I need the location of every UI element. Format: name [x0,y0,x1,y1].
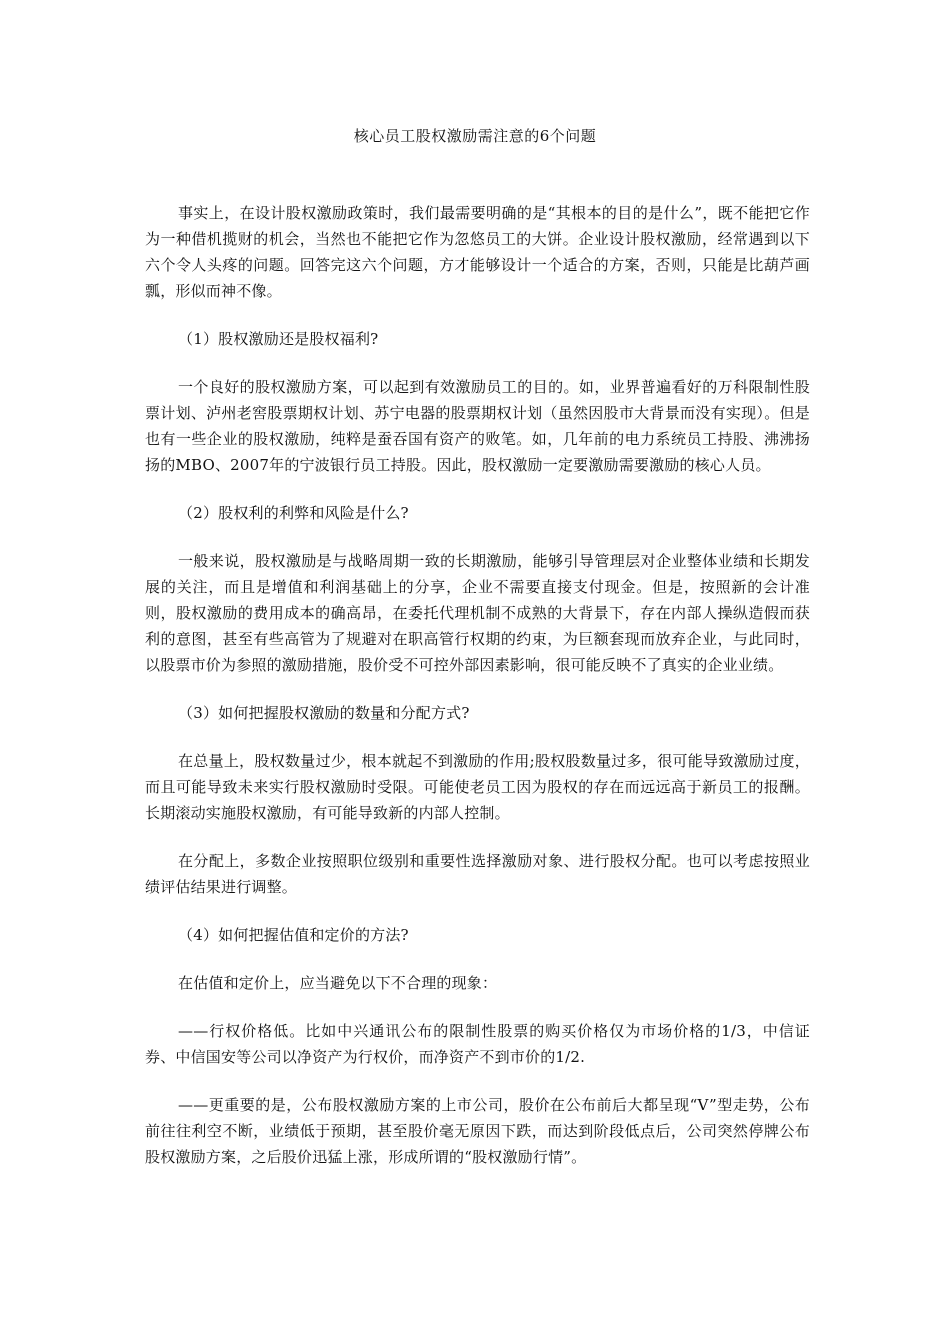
document-body [145,200,810,1192]
intro-paragraph: 事实上，在设计股权激励政策时，我们最需要明确的是“其根本的目的是什么”，既不能把它作为一种借机揽财的机会，当然也不能把它作为忽悠员工的大饼。企业设计股权激励，经常遇到以下六个令人头疼的问题。回答完这六个问题，方才能够设计一个适合的方案，否则，只能是比葫芦画瓢，形似而神不像。 [145,204,810,300]
question-3-paragraph-total: 在总量上，股权数量过少，根本就起不到激励的作用;股权股数量过多，很可能导致激励过度，而且可能导致未来实行股权激励时受限。可能使老员工因为股权的存在而远远高于新员工的报酬。长期滚动实施股权激励，有可能导致新的内部人控制。 [145,752,810,822]
question-2-paragraph: 一般来说，股权激励是与战略周期一致的长期激励，能够引导管理层对企业整体业绩和长期发展的关注，而且是增值和利润基础上的分享，企业不需要直接支付现金。但是，按照新的会计准则，股权激励的费用成本的确高昂，在委托代理机制不成熟的大背景下，存在内部人操纵造假而获利的意图，甚至有些高管为了规避对在职高管行权期的约束，为巨额套现而放弃企业，与此同时，以股票市价为参照的激励措施，股价受不可控外部因素影响，很可能反映不了真实的企业业绩。 [145,552,810,674]
question-4-paragraph-low-price: ——行权价格低。比如中兴通讯公布的限制性股票的购买价格仅为市场价格的1/3，中信证券、中信国安等公司以净资产为行权价，而净资产不到市价的1/2. [145,1022,810,1066]
question-4-paragraph-intro: 在估值和定价上，应当避免以下不合理的现象： [178,974,498,992]
question-2-heading: （2）股权利的利弊和风险是什么? [178,504,409,522]
question-4-heading: （4）如何把握估值和定价的方法? [178,926,409,944]
document-title: 核心员工股权激励需注意的6个问题 [353,127,597,145]
question-3-heading: （3）如何把握股权激励的数量和分配方式? [178,704,470,722]
question-4-paragraph-v-trend: ——更重要的是，公布股权激励方案的上市公司，股价在公布前后大都呈现“V”型走势，公布前往往利空不断，业绩低于预期，甚至股价毫无原因下跌，而达到阶段低点后，公司突然停牌公布股权激励方案，之后股价迅猛上涨，形成所谓的“股权激励行情”。 [145,1096,810,1166]
question-1-paragraph: 一个良好的股权激励方案，可以起到有效激励员工的目的。如，业界普遍看好的万科限制性股票计划、泸州老窖股票期权计划、苏宁电器的股票期权计划（虽然因股市大背景而没有实现）。但是也有一些企业的股权激励，纯粹是蚕吞国有资产的败笔。如，几年前的电力系统员工持股、沸沸扬扬的MBO、2007年的宁波银行员工持股。因此，股权激励一定要激励需要激励的核心人员。 [145,378,810,474]
question-3-paragraph-allocation: 在分配上，多数企业按照职位级别和重要性选择激励对象、进行股权分配。也可以考虑按照业绩评估结果进行调整。 [145,852,810,896]
question-1-heading: （1）股权激励还是股权福利? [178,330,379,348]
